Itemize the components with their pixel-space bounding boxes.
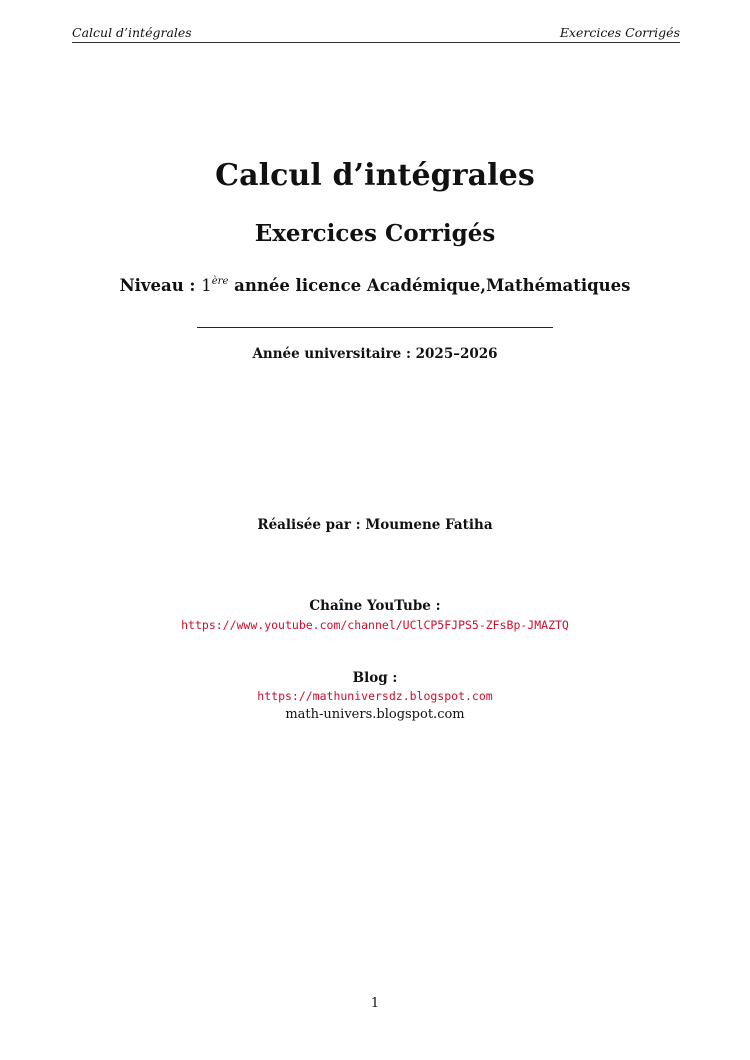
horizontal-divider (197, 327, 553, 328)
page-number: 1 (370, 996, 380, 1011)
youtube-link[interactable]: https://www.youtube.com/channel/UClCP5FJPS5-ZFsBp-JMAZTQ (181, 618, 569, 632)
blog-label: Blog : (352, 670, 398, 686)
header-left-title: Calcul d’intégrales (72, 25, 192, 40)
document-subtitle: Exercices Corrigés (254, 220, 496, 247)
level-suffix: année licence Académique,Mathématiques (228, 276, 631, 295)
youtube-link-container (0, 618, 750, 632)
header-right-title: Exercices Corrigés (559, 25, 680, 40)
academic-year: Année universitaire : 2025–2026 (252, 346, 498, 362)
author-line: Réalisée par : Moumene Fatiha (257, 517, 493, 533)
blog-link[interactable]: https://mathuniversdz.blogspot.com (257, 689, 493, 703)
level-line (0, 276, 750, 295)
blog-link-container (0, 689, 750, 703)
running-header (72, 24, 680, 43)
level-ordinal-number: 1 (201, 276, 212, 295)
youtube-label: Chaîne YouTube : (309, 598, 441, 614)
document-title: Calcul d’intégrales (215, 158, 535, 193)
blog-alt-address: math-univers.blogspot.com (285, 707, 465, 722)
level-prefix: Niveau : (119, 276, 202, 295)
level-ordinal-suffix: ère (211, 276, 229, 287)
